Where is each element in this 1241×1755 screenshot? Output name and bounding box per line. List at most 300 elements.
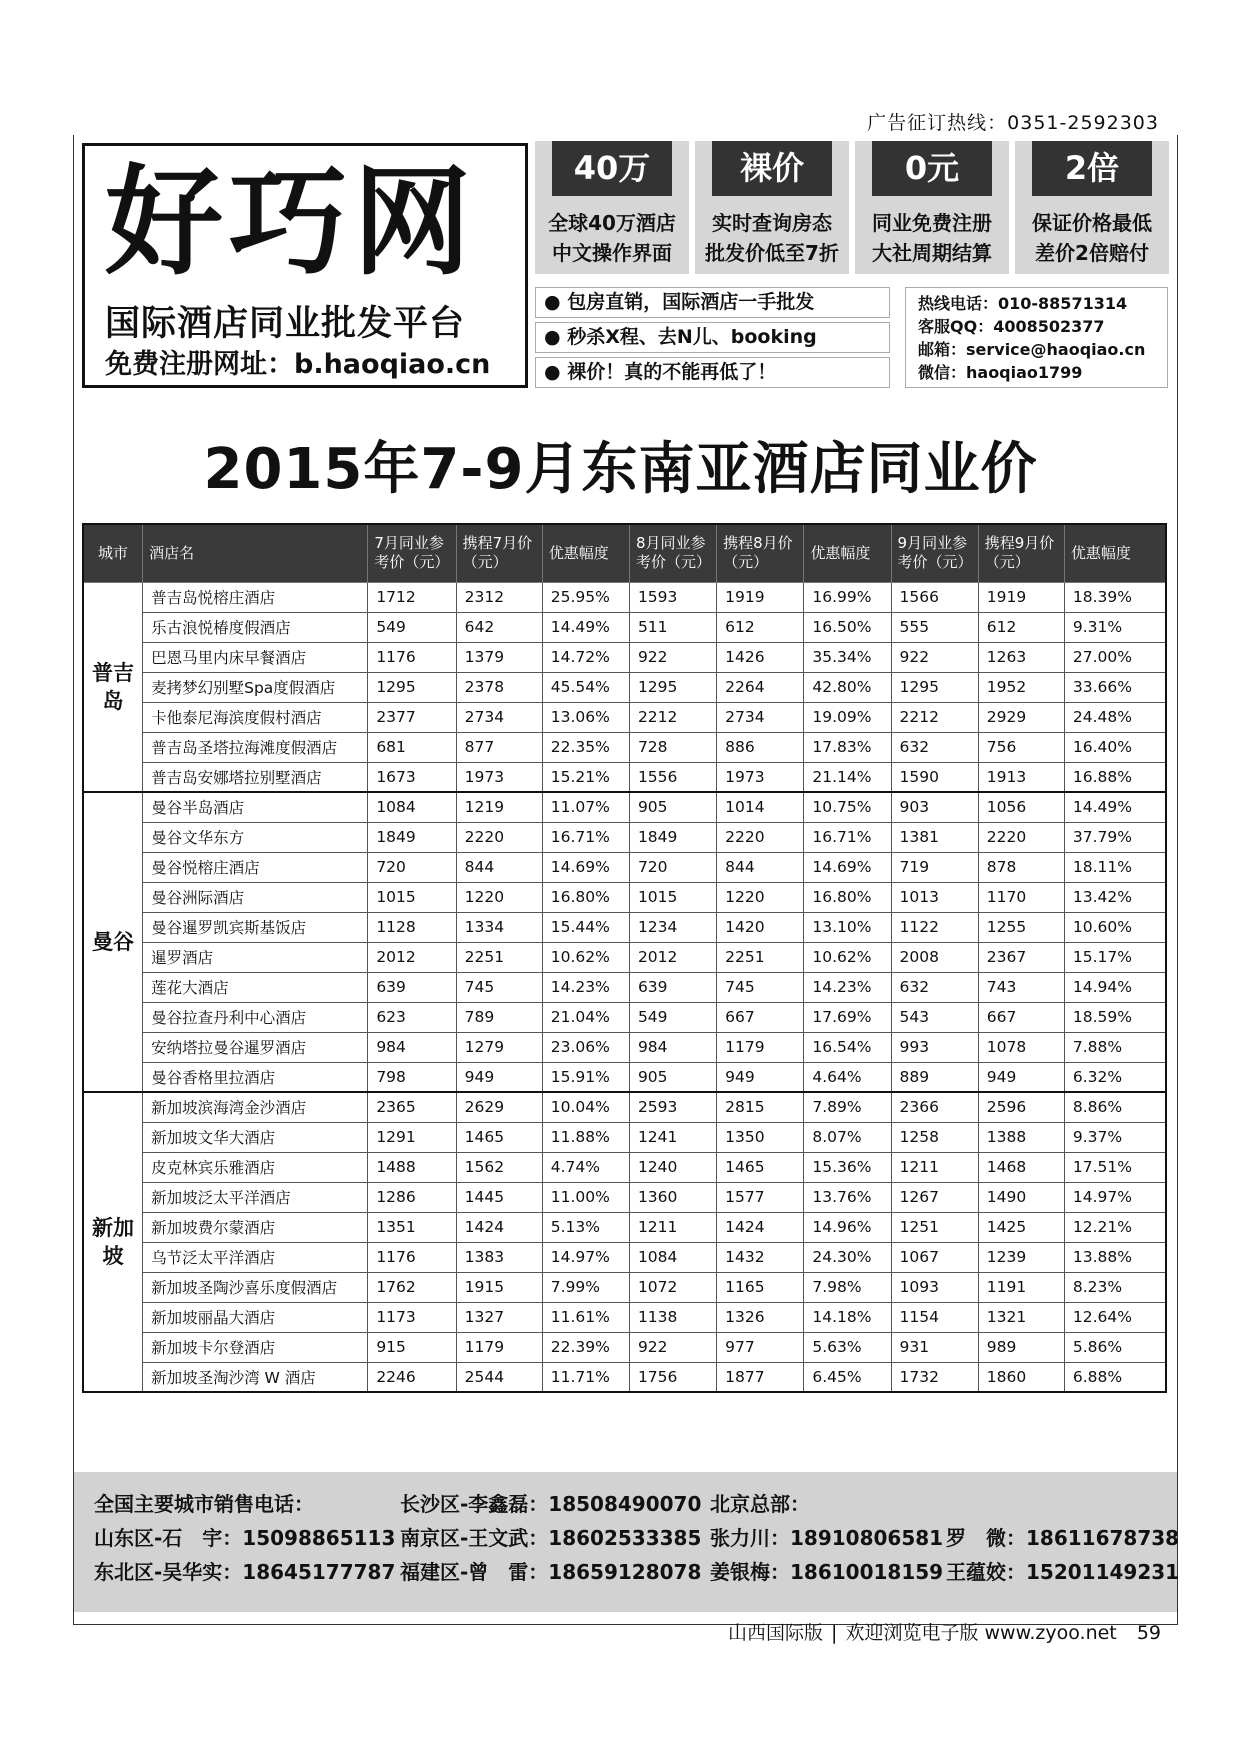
table-row <box>83 702 1166 732</box>
price-cell: 11.88% <box>542 1122 629 1152</box>
table-row <box>83 1182 1166 1212</box>
hotel-name-cell: 新加坡圣陶沙喜乐度假酒店 <box>143 1272 368 1302</box>
price-cell: 1072 <box>629 1272 716 1302</box>
price-cell: 1383 <box>456 1242 542 1272</box>
table-row <box>83 1272 1166 1302</box>
price-cell: 4.74% <box>542 1152 629 1182</box>
price-cell: 27.00% <box>1064 642 1166 672</box>
price-cell: 1291 <box>368 1122 456 1152</box>
price-cell: 1263 <box>978 642 1064 672</box>
price-cell: 15.91% <box>542 1062 629 1092</box>
feature-card <box>535 141 689 274</box>
price-cell: 17.69% <box>804 1002 891 1032</box>
price-cell: 639 <box>368 972 456 1002</box>
price-cell: 789 <box>456 1002 542 1032</box>
table-row <box>83 852 1166 882</box>
price-cell: 11.07% <box>542 792 629 822</box>
feature-card <box>695 141 849 274</box>
price-cell: 1154 <box>891 1302 978 1332</box>
price-cell: 543 <box>891 1002 978 1032</box>
price-cell: 13.06% <box>542 702 629 732</box>
price-cell: 1219 <box>456 792 542 822</box>
price-cell: 2012 <box>368 942 456 972</box>
hotel-name-cell: 普吉岛圣塔拉海滩度假酒店 <box>143 732 368 762</box>
price-cell: 2734 <box>456 702 542 732</box>
price-cell: 1251 <box>891 1212 978 1242</box>
price-cell: 1973 <box>456 762 542 792</box>
price-cell: 1593 <box>629 582 716 612</box>
price-cell: 1445 <box>456 1182 542 1212</box>
price-cell: 16.50% <box>804 612 891 642</box>
price-cell: 4.64% <box>804 1062 891 1092</box>
price-cell: 949 <box>717 1062 804 1092</box>
price-cell: 10.75% <box>804 792 891 822</box>
hotel-name-cell: 普吉岛悦榕庄酒店 <box>143 582 368 612</box>
price-cell: 15.17% <box>1064 942 1166 972</box>
feature-line: 保证价格最低 <box>1032 211 1152 235</box>
price-cell: 798 <box>368 1062 456 1092</box>
table-row <box>83 972 1166 1002</box>
price-cell: 922 <box>891 642 978 672</box>
price-cell: 1426 <box>717 642 804 672</box>
price-cell: 1327 <box>456 1302 542 1332</box>
price-cell: 11.71% <box>542 1362 629 1392</box>
price-cell: 719 <box>891 852 978 882</box>
price-cell: 2366 <box>891 1092 978 1122</box>
table-row <box>83 1092 1166 1122</box>
price-cell: 1255 <box>978 912 1064 942</box>
hotel-name-cell: 曼谷半岛酒店 <box>143 792 368 822</box>
bullet-item: ● 裸价！真的不能再低了！ <box>535 357 890 388</box>
price-cell: 1849 <box>629 822 716 852</box>
price-cell: 13.42% <box>1064 882 1166 912</box>
table-body <box>83 582 1166 1392</box>
price-cell: 14.69% <box>804 852 891 882</box>
price-cell: 1756 <box>629 1362 716 1392</box>
price-cell: 1334 <box>456 912 542 942</box>
price-cell: 728 <box>629 732 716 762</box>
price-cell: 11.00% <box>542 1182 629 1212</box>
table-row <box>83 1212 1166 1242</box>
sales-contact: 张力川：18910806581 <box>710 1526 944 1550</box>
price-cell: 1093 <box>891 1272 978 1302</box>
price-cell: 877 <box>456 732 542 762</box>
footer-site: 欢迎浏览电子版 www.zyoo.net <box>845 1622 1117 1644</box>
sales-heading: 北京总部： <box>710 1492 810 1516</box>
price-cell: 10.62% <box>804 942 891 972</box>
price-cell: 1849 <box>368 822 456 852</box>
hotel-name-cell: 新加坡圣淘沙湾 W 酒店 <box>143 1362 368 1392</box>
contact-email: 邮箱：service@haoqiao.cn <box>918 340 1146 359</box>
price-cell: 1566 <box>891 582 978 612</box>
price-cell: 24.30% <box>804 1242 891 1272</box>
price-cell: 984 <box>629 1032 716 1062</box>
hotel-name-cell: 乐古浪悦椿度假酒店 <box>143 612 368 642</box>
price-cell: 1326 <box>717 1302 804 1332</box>
price-cell: 5.63% <box>804 1332 891 1362</box>
logo-title: 好巧网 <box>105 153 478 291</box>
price-cell: 2544 <box>456 1362 542 1392</box>
feature-strip <box>535 141 1169 274</box>
price-cell: 931 <box>891 1332 978 1362</box>
price-cell: 9.37% <box>1064 1122 1166 1152</box>
price-cell: 2220 <box>717 822 804 852</box>
price-cell: 21.14% <box>804 762 891 792</box>
feature-line: 实时查询房态 <box>712 211 832 235</box>
price-cell: 16.71% <box>542 822 629 852</box>
price-cell: 7.88% <box>1064 1032 1166 1062</box>
price-cell: 1712 <box>368 582 456 612</box>
table-row <box>83 1152 1166 1182</box>
price-cell: 2251 <box>717 942 804 972</box>
sales-contact: 王蕴姣：15201149231 <box>946 1560 1180 1584</box>
price-cell: 745 <box>717 972 804 1002</box>
price-cell: 555 <box>891 612 978 642</box>
price-cell: 1078 <box>978 1032 1064 1062</box>
price-cell: 1860 <box>978 1362 1064 1392</box>
price-cell: 14.97% <box>1064 1182 1166 1212</box>
contact-hotline: 热线电话：010-88571314 <box>918 294 1128 313</box>
price-cell: 14.18% <box>804 1302 891 1332</box>
price-cell: 8.86% <box>1064 1092 1166 1122</box>
price-cell: 1915 <box>456 1272 542 1302</box>
price-cell: 1351 <box>368 1212 456 1242</box>
price-cell: 905 <box>629 1062 716 1092</box>
price-cell: 15.21% <box>542 762 629 792</box>
price-cell: 743 <box>978 972 1064 1002</box>
price-cell: 639 <box>629 972 716 1002</box>
price-cell: 2212 <box>891 702 978 732</box>
price-cell: 35.34% <box>804 642 891 672</box>
price-cell: 984 <box>368 1032 456 1062</box>
price-cell: 1490 <box>978 1182 1064 1212</box>
price-cell: 1176 <box>368 642 456 672</box>
price-cell: 7.89% <box>804 1092 891 1122</box>
table-row <box>83 1122 1166 1152</box>
price-cell: 922 <box>629 642 716 672</box>
price-cell: 2596 <box>978 1092 1064 1122</box>
price-cell: 844 <box>456 852 542 882</box>
price-cell: 45.54% <box>542 672 629 702</box>
price-cell: 16.80% <box>804 882 891 912</box>
table-row <box>83 672 1166 702</box>
table-row <box>83 1302 1166 1332</box>
table-row <box>83 1002 1166 1032</box>
table-row <box>83 762 1166 792</box>
price-cell: 23.06% <box>542 1032 629 1062</box>
price-cell: 14.49% <box>542 612 629 642</box>
price-cell: 1762 <box>368 1272 456 1302</box>
price-cell: 642 <box>456 612 542 642</box>
price-cell: 1424 <box>717 1212 804 1242</box>
price-cell: 977 <box>717 1332 804 1362</box>
price-cell: 1211 <box>629 1212 716 1242</box>
price-cell: 19.09% <box>804 702 891 732</box>
price-cell: 14.97% <box>542 1242 629 1272</box>
table-row <box>83 1362 1166 1392</box>
price-cell: 1176 <box>368 1242 456 1272</box>
price-cell: 1211 <box>891 1152 978 1182</box>
price-cell: 844 <box>717 852 804 882</box>
price-cell: 1240 <box>629 1152 716 1182</box>
ad-hotline: 广告征订热线：0351-2592303 <box>867 112 1159 134</box>
price-cell: 16.54% <box>804 1032 891 1062</box>
price-cell: 1465 <box>717 1152 804 1182</box>
header-cell: 9月同业参考价（元） <box>891 524 978 582</box>
price-cell: 2734 <box>717 702 804 732</box>
table-header-row <box>83 524 1166 582</box>
price-cell: 13.10% <box>804 912 891 942</box>
price-cell: 16.99% <box>804 582 891 612</box>
sales-contact: 长沙区-李鑫磊：18508490070 <box>400 1492 702 1516</box>
price-cell: 549 <box>629 1002 716 1032</box>
table-row <box>83 1032 1166 1062</box>
price-table <box>82 523 1167 1393</box>
price-cell: 12.64% <box>1064 1302 1166 1332</box>
price-cell: 42.80% <box>804 672 891 702</box>
price-cell: 1220 <box>717 882 804 912</box>
price-cell: 1122 <box>891 912 978 942</box>
price-cell: 37.79% <box>1064 822 1166 852</box>
price-cell: 1432 <box>717 1242 804 1272</box>
price-cell: 6.88% <box>1064 1362 1166 1392</box>
logo-url: 免费注册网址：b.haoqiao.cn <box>105 349 491 380</box>
price-cell: 1128 <box>368 912 456 942</box>
price-cell: 905 <box>629 792 716 822</box>
price-cell: 2312 <box>456 582 542 612</box>
price-cell: 1919 <box>978 582 1064 612</box>
table-row <box>83 612 1166 642</box>
price-cell: 1321 <box>978 1302 1064 1332</box>
price-cell: 1015 <box>368 882 456 912</box>
price-cell: 10.04% <box>542 1092 629 1122</box>
price-cell: 1138 <box>629 1302 716 1332</box>
hotel-name-cell: 皮克林宾乐雅酒店 <box>143 1152 368 1182</box>
price-cell: 9.31% <box>1064 612 1166 642</box>
price-cell: 18.39% <box>1064 582 1166 612</box>
price-cell: 15.44% <box>542 912 629 942</box>
city-cell: 曼谷 <box>83 792 143 1092</box>
price-cell: 922 <box>629 1332 716 1362</box>
price-cell: 511 <box>629 612 716 642</box>
price-cell: 16.40% <box>1064 732 1166 762</box>
price-cell: 1952 <box>978 672 1064 702</box>
price-cell: 1465 <box>456 1122 542 1152</box>
price-cell: 22.39% <box>542 1332 629 1362</box>
hotel-name-cell: 曼谷香格里拉酒店 <box>143 1062 368 1092</box>
hotel-name-cell: 暹罗酒店 <box>143 942 368 972</box>
price-cell: 993 <box>891 1032 978 1062</box>
price-cell: 1590 <box>891 762 978 792</box>
hotel-name-cell: 曼谷悦榕庄酒店 <box>143 852 368 882</box>
price-cell: 1015 <box>629 882 716 912</box>
hotel-name-cell: 普吉岛安娜塔拉别墅酒店 <box>143 762 368 792</box>
header-cell: 城市 <box>83 524 143 582</box>
price-cell: 11.61% <box>542 1302 629 1332</box>
feature-badge: 40万 <box>552 141 672 196</box>
price-cell: 14.72% <box>542 642 629 672</box>
price-cell: 612 <box>717 612 804 642</box>
feature-line: 全球40万酒店 <box>548 211 676 235</box>
price-cell: 989 <box>978 1332 1064 1362</box>
sales-contact: 罗 微：18611678738 <box>946 1526 1180 1550</box>
price-cell: 1919 <box>717 582 804 612</box>
hotel-name-cell: 曼谷暹罗凯宾斯基饭店 <box>143 912 368 942</box>
table-row <box>83 732 1166 762</box>
price-cell: 16.80% <box>542 882 629 912</box>
price-cell: 7.98% <box>804 1272 891 1302</box>
price-cell: 2367 <box>978 942 1064 972</box>
sales-contact: 南京区-王文武：18602533385 <box>400 1526 702 1550</box>
price-cell: 720 <box>368 852 456 882</box>
price-cell: 16.71% <box>804 822 891 852</box>
feature-line: 同业免费注册 <box>872 211 992 235</box>
price-cell: 14.23% <box>542 972 629 1002</box>
price-cell: 2220 <box>978 822 1064 852</box>
price-cell: 1267 <box>891 1182 978 1212</box>
city-cell: 新加坡 <box>83 1092 143 1392</box>
feature-line: 大社周期结算 <box>872 241 992 265</box>
price-cell: 915 <box>368 1332 456 1362</box>
price-cell: 1286 <box>368 1182 456 1212</box>
feature-badge: 裸价 <box>712 141 832 196</box>
price-cell: 2377 <box>368 702 456 732</box>
price-cell: 1056 <box>978 792 1064 822</box>
price-cell: 720 <box>629 852 716 882</box>
price-cell: 12.21% <box>1064 1212 1166 1242</box>
price-cell: 878 <box>978 852 1064 882</box>
price-cell: 1350 <box>717 1122 804 1152</box>
footer-separator: | <box>831 1622 838 1644</box>
table-row <box>83 1062 1166 1092</box>
price-cell: 18.11% <box>1064 852 1166 882</box>
price-cell: 13.76% <box>804 1182 891 1212</box>
price-cell: 2929 <box>978 702 1064 732</box>
feature-card <box>855 141 1009 274</box>
price-cell: 612 <box>978 612 1064 642</box>
hotel-name-cell: 曼谷文华东方 <box>143 822 368 852</box>
price-cell: 14.23% <box>804 972 891 1002</box>
price-cell: 2629 <box>456 1092 542 1122</box>
price-cell: 549 <box>368 612 456 642</box>
footer-edition: 山西国际版 <box>728 1622 824 1644</box>
price-cell: 1420 <box>717 912 804 942</box>
price-cell: 2815 <box>717 1092 804 1122</box>
price-cell: 1562 <box>456 1152 542 1182</box>
price-cell: 10.60% <box>1064 912 1166 942</box>
price-cell: 21.04% <box>542 1002 629 1032</box>
price-cell: 1084 <box>368 792 456 822</box>
logo-box <box>82 143 528 388</box>
table-row <box>83 1242 1166 1272</box>
price-cell: 5.86% <box>1064 1332 1166 1362</box>
sales-contact: 姜银梅：18610018159 <box>710 1560 944 1584</box>
header-cell: 8月同业参考价（元） <box>629 524 716 582</box>
sales-contact: 福建区-曾 雷：18659128078 <box>400 1560 702 1584</box>
price-cell: 667 <box>717 1002 804 1032</box>
price-cell: 1067 <box>891 1242 978 1272</box>
feature-badge: 0元 <box>872 141 992 196</box>
price-cell: 8.07% <box>804 1122 891 1152</box>
price-cell: 1295 <box>368 672 456 702</box>
price-cell: 1732 <box>891 1362 978 1392</box>
price-cell: 17.83% <box>804 732 891 762</box>
price-cell: 2593 <box>629 1092 716 1122</box>
price-cell: 632 <box>891 972 978 1002</box>
price-cell: 889 <box>891 1062 978 1092</box>
price-cell: 756 <box>978 732 1064 762</box>
price-cell: 1381 <box>891 822 978 852</box>
hotel-name-cell: 新加坡卡尔登酒店 <box>143 1332 368 1362</box>
price-cell: 2008 <box>891 942 978 972</box>
price-cell: 1577 <box>717 1182 804 1212</box>
price-cell: 886 <box>717 732 804 762</box>
contact-box <box>905 287 1168 388</box>
page-number: 59 <box>1136 1622 1161 1644</box>
price-cell: 1258 <box>891 1122 978 1152</box>
price-cell: 1424 <box>456 1212 542 1242</box>
price-cell: 6.45% <box>804 1362 891 1392</box>
hotel-name-cell: 莲花大酒店 <box>143 972 368 1002</box>
price-cell: 2251 <box>456 942 542 972</box>
price-cell: 1241 <box>629 1122 716 1152</box>
hotel-name-cell: 新加坡泛太平洋酒店 <box>143 1182 368 1212</box>
table-row <box>83 912 1166 942</box>
price-cell: 1239 <box>978 1242 1064 1272</box>
price-cell: 632 <box>891 732 978 762</box>
price-cell: 14.69% <box>542 852 629 882</box>
price-cell: 623 <box>368 1002 456 1032</box>
price-cell: 1379 <box>456 642 542 672</box>
price-cell: 949 <box>456 1062 542 1092</box>
price-cell: 1295 <box>891 672 978 702</box>
hotel-name-cell: 新加坡丽晶大酒店 <box>143 1302 368 1332</box>
price-cell: 8.23% <box>1064 1272 1166 1302</box>
price-cell: 16.88% <box>1064 762 1166 792</box>
price-cell: 2246 <box>368 1362 456 1392</box>
sales-contacts <box>74 1472 1180 1612</box>
table-row <box>83 822 1166 852</box>
price-cell: 1556 <box>629 762 716 792</box>
price-cell: 25.95% <box>542 582 629 612</box>
price-cell: 1425 <box>978 1212 1064 1242</box>
price-cell: 949 <box>978 1062 1064 1092</box>
price-cell: 6.32% <box>1064 1062 1166 1092</box>
feature-line: 差价2倍赔付 <box>1035 241 1149 265</box>
price-cell: 1014 <box>717 792 804 822</box>
price-cell: 2264 <box>717 672 804 702</box>
page-footer <box>728 1618 1161 1645</box>
hotel-name-cell: 卡他泰尼海滨度假村酒店 <box>143 702 368 732</box>
price-cell: 10.62% <box>542 942 629 972</box>
table-row <box>83 942 1166 972</box>
logo-subtitle: 国际酒店同业批发平台 <box>105 304 466 344</box>
header-cell: 酒店名 <box>143 524 368 582</box>
hotel-name-cell: 新加坡文华大酒店 <box>143 1122 368 1152</box>
price-cell: 14.96% <box>804 1212 891 1242</box>
price-cell: 1877 <box>717 1362 804 1392</box>
bullet-list <box>535 287 890 388</box>
price-cell: 1234 <box>629 912 716 942</box>
price-cell: 2378 <box>456 672 542 702</box>
hotel-name-cell: 曼谷拉查丹利中心酒店 <box>143 1002 368 1032</box>
price-cell: 1279 <box>456 1032 542 1062</box>
price-cell: 24.48% <box>1064 702 1166 732</box>
price-cell: 18.59% <box>1064 1002 1166 1032</box>
price-cell: 2220 <box>456 822 542 852</box>
price-cell: 5.13% <box>542 1212 629 1242</box>
price-cell: 1084 <box>629 1242 716 1272</box>
